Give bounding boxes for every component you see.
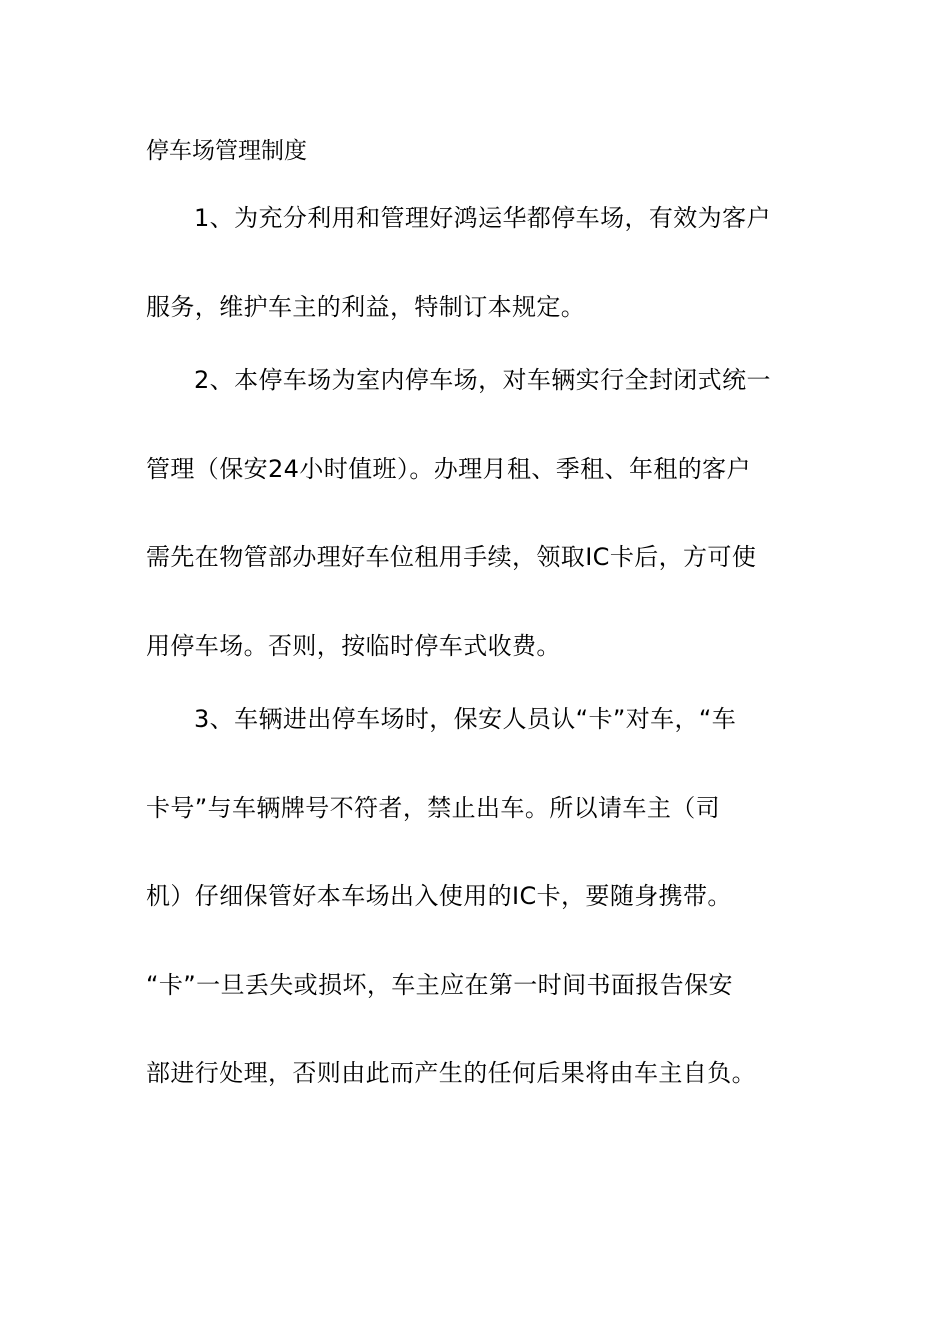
paragraph-3-line-3: 机）仔细保管好本车场出入使用的IC卡，要随身携带。 <box>146 882 732 910</box>
paragraph-3-line-2: 卡号”与车辆牌号不符者，禁止出车。所以请车主（司 <box>146 794 721 822</box>
paragraph-3-line-4: “卡”一旦丢失或损坏，车主应在第一时间书面报告保安 <box>146 971 733 999</box>
paragraph-3-line-1: 3、车辆进出停车场时，保安人员认“卡”对车，“车 <box>194 705 737 733</box>
paragraph-3-line-5: 部进行处理，否则由此而产生的任何后果将由车主自负。 <box>146 1059 756 1087</box>
paragraph-2-line-2: 管理（保安24小时值班）。办理月租、季租、年租的客户 <box>146 455 751 483</box>
paragraph-1-line-1: 1、为充分利用和管理好鸿运华都停车场，有效为客户 <box>194 204 771 232</box>
paragraph-2-line-4: 用停车场。否则，按临时停车式收费。 <box>146 632 561 660</box>
document-title: 停车场管理制度 <box>146 138 307 164</box>
paragraph-2-line-3: 需先在物管部办理好车位租用手续，领取IC卡后，方可使 <box>146 543 757 571</box>
paragraph-1-line-2: 服务，维护车主的利益，特制订本规定。 <box>146 293 586 321</box>
paragraph-2-line-1: 2、本停车场为室内停车场，对车辆实行全封闭式统一 <box>194 366 771 394</box>
